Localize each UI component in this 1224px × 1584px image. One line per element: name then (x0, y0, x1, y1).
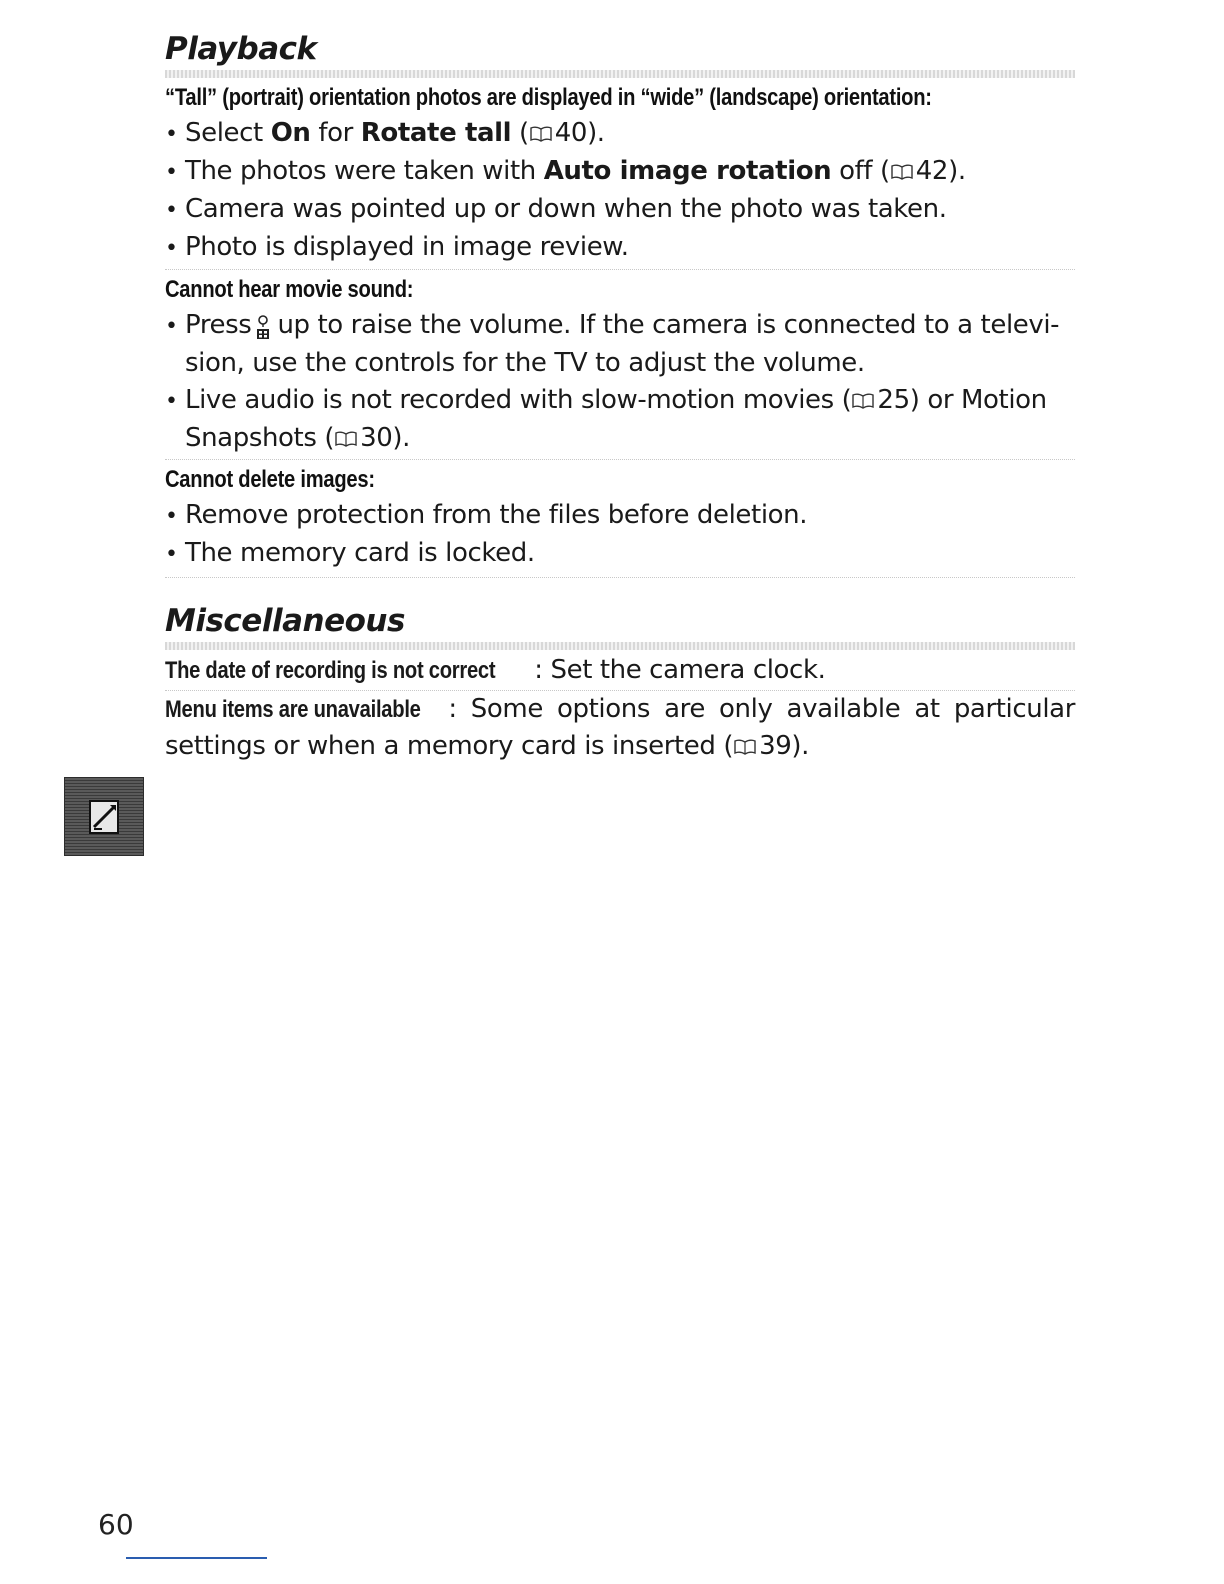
issue-heading: Cannot hear movie sound: (165, 276, 414, 303)
book-reference-icon (891, 164, 913, 180)
section-rule (165, 642, 1075, 650)
bullet-icon: • (165, 236, 178, 261)
misc-item: The date of recording is not correct : Set the camera clock. (165, 652, 1075, 691)
bullet-icon: • (165, 389, 178, 414)
book-reference-icon (852, 393, 874, 409)
book-reference-icon (335, 431, 357, 447)
bullet-icon: • (165, 314, 178, 339)
section-title-playback: Playback (165, 31, 317, 67)
spacer (165, 578, 1075, 600)
misc-item: Menu items are unavailable : Some options are only available at particular settings or when a memory card is inserted ( 39). (165, 691, 1075, 766)
solution-list (165, 497, 1075, 573)
section-title-miscellaneous: Miscellaneous (165, 603, 405, 639)
solution-item: • The photos were taken with Auto image rotation off ( 42). (165, 153, 1075, 191)
issue-heading: The date of recording is not correct (165, 657, 496, 684)
bullet-icon: • (165, 198, 178, 223)
issue-heading: Cannot delete images: (165, 466, 375, 493)
solution-item: • Remove protection from the files before deletion. (165, 497, 1075, 535)
section-rule (165, 70, 1075, 78)
book-reference-icon (734, 739, 756, 755)
bullet-icon: • (165, 122, 178, 147)
issue-heading: “Tall” (portrait) orientation photos are displayed in “wide” (landscape) orientation: (165, 84, 932, 111)
footer-line (126, 1557, 267, 1559)
troubleshooting-entry (165, 272, 1075, 460)
bullet-icon: • (165, 542, 178, 567)
bullet-icon: • (165, 160, 178, 185)
solution-list (165, 307, 1075, 457)
solution-item: • Press up to raise the volume. If the camera is connected to a televi- sion, use the controls for the TV to adjust the volume. (165, 310, 1060, 378)
solution-item: • Photo is displayed in image review. (165, 229, 1075, 267)
solution-list (165, 115, 1075, 267)
zoom-t-button-icon (255, 311, 271, 341)
solution-item: • The memory card is locked. (165, 535, 1075, 573)
page-number: 60 (98, 1508, 134, 1541)
pencil-note-icon (64, 777, 144, 856)
bullet-icon: • (165, 504, 178, 529)
troubleshooting-tab-icon (64, 777, 144, 856)
troubleshooting-entry (165, 462, 1075, 575)
solution-item: • Live audio is not recorded with slow-motion movies ( 25) or Motion Snapshots ( 30). (165, 385, 1047, 453)
solution-item: • Camera was pointed up or down when the photo was taken. (165, 191, 1075, 229)
page-content (165, 28, 1075, 766)
troubleshooting-entry (165, 80, 1075, 270)
solution-item: • Select On for Rotate tall ( 40). (165, 115, 1075, 153)
issue-heading: Menu items are unavailable (165, 696, 421, 723)
book-reference-icon (530, 126, 552, 142)
